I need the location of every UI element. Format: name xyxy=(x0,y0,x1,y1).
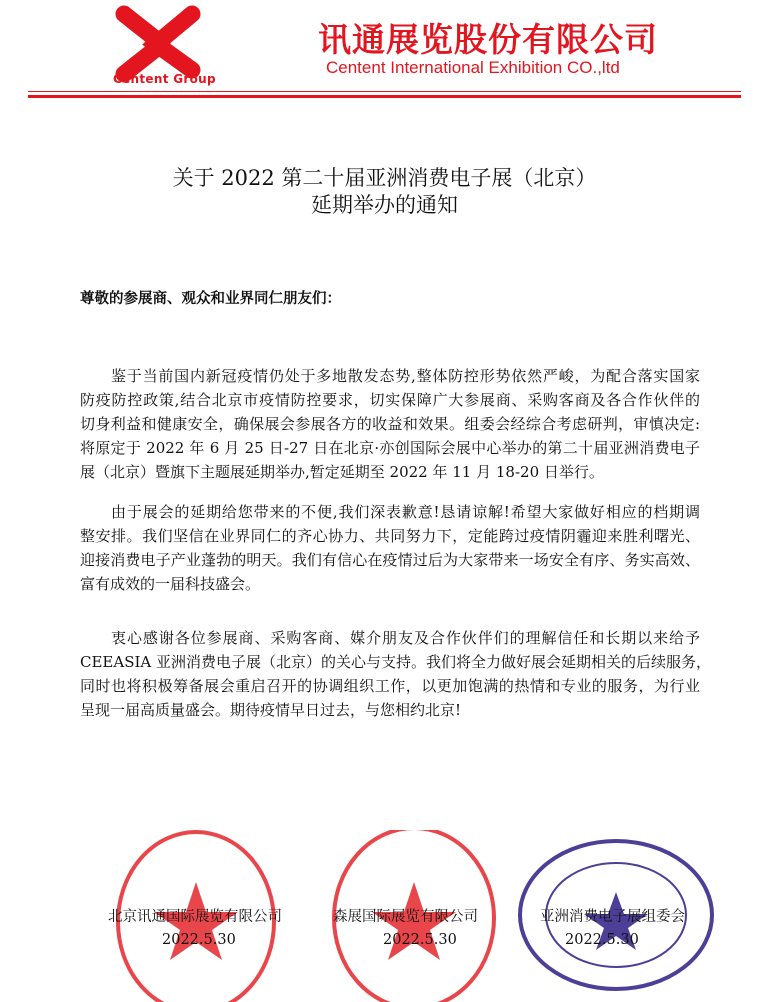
signature-date-3: 2022.5.30 xyxy=(565,932,639,948)
logo-text: Centent Group xyxy=(113,72,216,86)
text-line: 展（北京）暨旗下主题展延期举办,暂定延期至 2022 年 11 月 18-20 日举行。 xyxy=(80,463,604,481)
signature-org-3: 亚洲消费电子展组委会 xyxy=(540,909,685,925)
text-line: 富有成效的一届科技盛会。 xyxy=(80,575,261,593)
company-name-en: Centent International Exhibition CO.,ltd xyxy=(326,58,620,77)
header-divider xyxy=(28,95,741,98)
text-line: 将原定于 2022 年 6 月 25 日-27 日在北京·亦创国际会展中心举办的第二十届亚洲消费电子 xyxy=(80,439,700,457)
text-line: 同时也将积极筹备展会重启召开的协调组织工作，以更加饱满的热情和专业的服务，为行业 xyxy=(80,677,700,695)
title-line-2: 延期举办的通知 xyxy=(311,193,458,217)
company-name-cn: 讯通展览股份有限公司 xyxy=(318,20,658,59)
signature-org-1: 北京讯通国际展览有限公司 xyxy=(108,909,282,925)
greeting: 尊敬的参展商、观众和业界同仁朋友们： xyxy=(80,290,341,307)
signature-org-2: 森展国际展览有限公司 xyxy=(333,909,478,925)
text-line: CEEASIA 亚洲消费电子展（北京）的关心与支持。我们将全力做好展会延期相关的后续服务， xyxy=(80,653,712,671)
header-divider-thin xyxy=(28,91,741,92)
text-line: 切身利益和健康安全，确保展会参展各方的收益和效果。组委会经综合考虑研判，审慎决定: xyxy=(80,415,700,433)
paragraph-3 xyxy=(80,626,712,722)
notice-title xyxy=(0,165,769,219)
text-line: 迎接消费电子产业蓬勃的明天。我们有信心在疫情过后为大家带来一场安全有序、务实高效、 xyxy=(80,551,700,569)
text-line: 防疫防控政策,结合北京市疫情防控要求，切实保障广大参展商、采购客商及各合作伙伴的 xyxy=(80,391,700,409)
paragraph-2 xyxy=(80,500,700,596)
text-line: 鉴于当前国内新冠疫情仍处于多地散发态势,整体防控形势依然严峻，为配合落实国家 xyxy=(111,367,700,385)
text-line: 整安排。我们坚信在业界同仁的齐心协力、共同努力下，定能跨过疫情阴霾迎来胜利曙光、 xyxy=(80,527,700,545)
text-line: 衷心感谢各位参展商、采购客商、媒介朋友及合作伙伴们的理解信任和长期以来给予 xyxy=(111,629,700,647)
text-line: 呈现一届高质量盛会。期待疫情早日过去，与您相约北京! xyxy=(80,701,462,719)
text-line: 由于展会的延期给您带来的不便,我们深表歉意!恳请谅解!希望大家做好相应的档期调 xyxy=(111,503,700,521)
signature-date-2: 2022.5.30 xyxy=(383,932,457,948)
signature-date-1: 2022.5.30 xyxy=(162,932,236,948)
title-line-1: 关于 2022 第二十届亚洲消费电子展（北京） xyxy=(172,166,597,190)
paragraph-1 xyxy=(80,364,700,484)
